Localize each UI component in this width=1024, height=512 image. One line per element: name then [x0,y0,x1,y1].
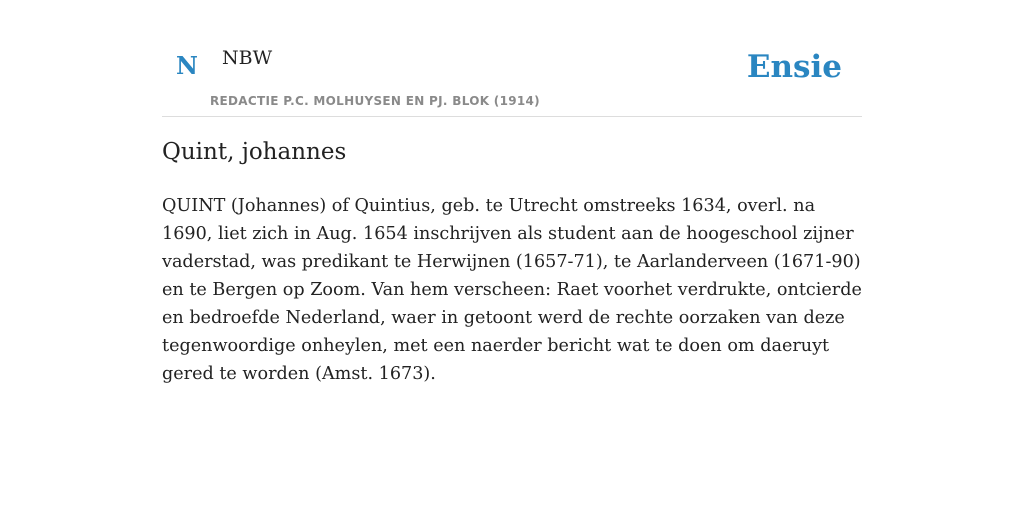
entry-text: QUINT (Johannes) of Quintius, geb. te Utrecht omstreeks 1634, overl. na 1690, liet zich in Aug. 1654 inschrijven als student aan de hoogeschool zijner vaderstad, was predikant te Herwijnen (1657-71), te Aarlanderveen (1671-90) en te Bergen op Zoom. Van hem verscheen: Raet voorhet verdrukte, ontcierde en bedroefde Nederland, waer in getoont werd de rechte oorzaken van deze tegenwoordige onheylen, met een naerder bericht wat te doen om daeruyt gered te worden (Amst. 1673). [162,196,862,384]
ensie-logo-link[interactable]: Ensie [746,49,842,85]
site-header [162,0,862,117]
book-abbreviation: NBW [222,47,273,69]
entry-title: Quint, johannes [162,139,347,165]
book-logo-letter[interactable]: N [176,51,198,80]
book-editors: REDACTIE P.C. MOLHUYSEN EN PJ. BLOK (1914) [210,94,540,108]
